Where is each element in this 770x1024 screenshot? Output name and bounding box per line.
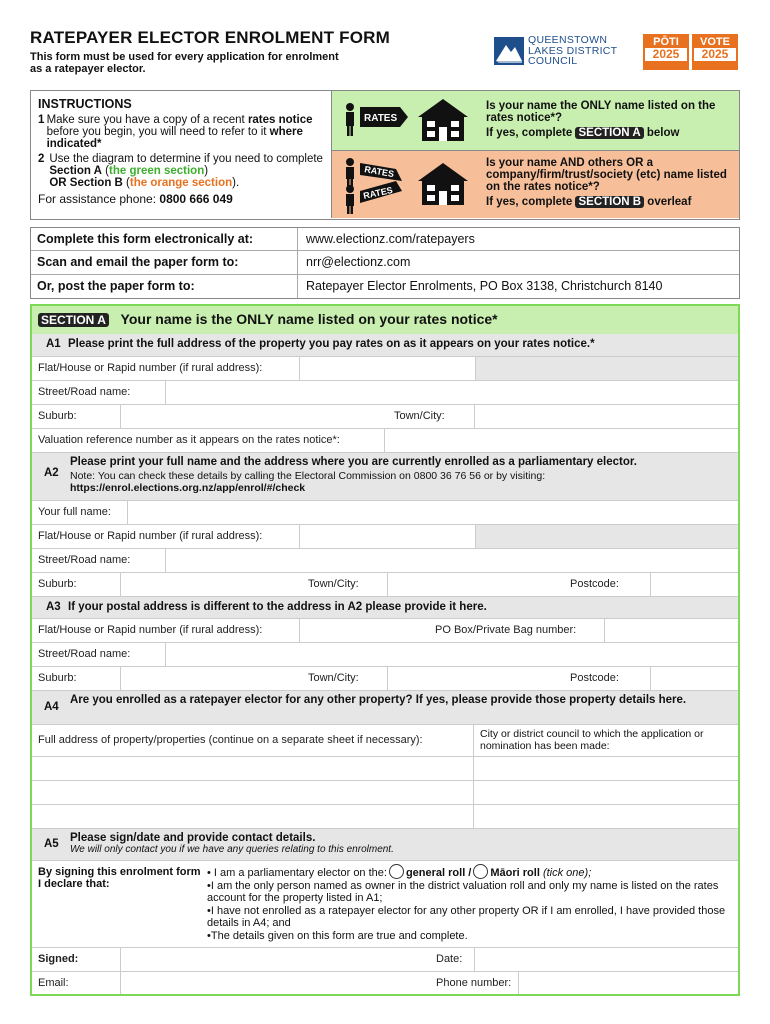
date-input[interactable]: [474, 948, 738, 971]
a5-sign-row: Signed: Date:: [32, 948, 738, 972]
a2-street-input[interactable]: [165, 549, 738, 572]
a1-flat-input[interactable]: [299, 357, 475, 380]
a1-valuation-input[interactable]: [384, 429, 738, 452]
a2-suburb-row: Suburb: Town/City: Postcode:: [32, 573, 738, 597]
a4-property-input[interactable]: [32, 757, 473, 780]
a2-postcode-input[interactable]: [650, 573, 738, 596]
a3-street-input[interactable]: [165, 643, 738, 666]
section-a-header: [32, 306, 738, 334]
a4-header: A4 Are you enrolled as a ratepayer elector for any other property? If yes, please provide those property details here.: [32, 691, 738, 725]
a5-contact-row: Email: Phone number:: [32, 972, 738, 994]
signature-input[interactable]: [120, 948, 430, 971]
a3-street-row: Street/Road name:: [32, 643, 738, 667]
a3-postcode-input[interactable]: [650, 667, 738, 690]
council-name-line1: QUEENSTOWN: [528, 34, 608, 46]
a3-flat-row: Flat/House or Rapid number (if rural address): PO Box/Private Bag number:: [32, 619, 738, 643]
a1-suburb-row: Suburb: Town/City:: [32, 405, 738, 429]
a2-name-input[interactable]: [127, 501, 738, 524]
panel-section-a-diagram: [331, 91, 739, 151]
vote-badge: [692, 34, 738, 70]
a1-valuation-row: Valuation reference number as it appears on the rates notice*:: [32, 429, 738, 453]
a4-entry-row: [32, 781, 738, 805]
contact-row: Complete this form electronically at: www.electionz.com/ratepayers: [31, 228, 739, 251]
contact-row: Scan and email the paper form to: nrr@electionz.com: [31, 251, 739, 274]
a5-declaration: By signing this enrolment form I declare that: • I am a parliamentary elector on the: general roll / Māori roll (tick one); • I am the only person named as owner in the district valuation roll and only my name is listed on the rates account for the property listed in A1; • I have not enrolled as a ratepayer elector for any other property OR if I am enrolled, I have provided those details in A4; and • The details given on this form are true and complete.: [32, 861, 738, 948]
a1-town-input[interactable]: [474, 405, 738, 428]
a3-suburb-input[interactable]: [120, 667, 302, 690]
panel-a-question: Is your name the ONLY name listed on the rates notice*?: [486, 100, 716, 124]
email-input[interactable]: [120, 972, 430, 994]
mountain-logo-icon: [494, 37, 524, 65]
a2-flat-row: Flat/House or Rapid number (if rural address):: [32, 525, 738, 549]
instructions-heading: INSTRUCTIONS: [38, 97, 132, 111]
a3-header: A3 If your postal address is different to the address in A2 please provide it here.: [32, 597, 738, 619]
panel-b-instruction: If yes, complete SECTION B overleaf: [486, 196, 692, 208]
a1-header: A1 Please print the full address of the property you pay rates on as it appears on your rates notice.*: [32, 334, 738, 357]
poti-badge-top: PŌTI: [645, 36, 687, 48]
form-subtitle: This form must be used for every application for enrolment as a ratepayer elector.: [30, 51, 339, 75]
section-a-pill: SECTION A: [38, 313, 109, 327]
submission-methods-table: [30, 227, 740, 299]
a3-town-input[interactable]: [387, 667, 562, 690]
instruction-step-2: 2 Use the diagram to determine if you need to complete Section A (the green section) OR Section B (the orange section).: [38, 153, 323, 189]
a4-council-input[interactable]: [473, 781, 738, 804]
a4-property-input[interactable]: [32, 781, 473, 804]
a4-council-input[interactable]: [473, 757, 738, 780]
people-rates-house-icon: [340, 155, 480, 215]
svg-text:RATES: RATES: [362, 184, 394, 201]
a4-entry-row: [32, 757, 738, 781]
panel-section-b-diagram: [331, 151, 739, 218]
contact-row: Or, post the paper form to: Ratepayer Elector Enrolments, PO Box 3138, Christchurch 8140: [31, 275, 739, 298]
council-name-line2: LAKES DISTRICT: [528, 44, 618, 57]
website-link[interactable]: www.electionz.com/ratepayers: [306, 232, 475, 246]
a2-town-input[interactable]: [387, 573, 562, 596]
person-rates-house-icon: [340, 95, 480, 147]
form-title: RATEPAYER ELECTOR ENROLMENT FORM: [30, 28, 390, 47]
instructions-box: [30, 90, 740, 220]
a5-header: A5 Please sign/date and provide contact details. We will only contact you if we have any queries relating to this enrolment.: [32, 829, 738, 861]
a4-entry-row: [32, 805, 738, 829]
poti-badge: [643, 34, 689, 70]
a3-pobox-input[interactable]: [604, 619, 738, 642]
section-a-title: Your name is the ONLY name listed on your rates notice*: [120, 311, 498, 327]
a1-street-input[interactable]: [165, 381, 738, 404]
svg-text:RATES: RATES: [364, 113, 398, 124]
a2-header: A2 Please print your full name and the address where you are currently enrolled as a parliamentary elector. Note: You can check these details by calling the Electoral Commission on 0800 36 76 56 or by visiting: https://enrol.elections.org.nz/app/enrol/#/check: [32, 453, 738, 501]
vote-badge-top: VOTE: [694, 36, 736, 48]
declaration-true: • The details given on this form are true and complete.: [207, 930, 732, 943]
declaration-list: [207, 861, 738, 947]
svg-text:RATES: RATES: [363, 164, 395, 180]
a3-suburb-row: Suburb: Town/City: Postcode:: [32, 667, 738, 691]
a4-council-input[interactable]: [473, 805, 738, 828]
general-roll-radio[interactable]: [389, 864, 404, 879]
instruction-step-1: 1 Make sure you have a copy of a recent rates notice before you begin, you will need to refer to it where indicated*: [38, 114, 313, 150]
maori-roll-radio[interactable]: [473, 864, 488, 879]
council-name-line3: COUNCIL: [528, 55, 578, 67]
vote-badge-year: 2025: [694, 48, 736, 61]
council-logo: [494, 35, 629, 69]
panel-a-instruction: If yes, complete SECTION A below: [486, 127, 680, 139]
a1-suburb-input[interactable]: [120, 405, 388, 428]
a1-street-row: Street/Road name:: [32, 381, 738, 405]
a3-flat-input[interactable]: [299, 619, 429, 642]
a2-name-row: Your full name:: [32, 501, 738, 525]
section-a: [30, 304, 740, 996]
a2-flat-input[interactable]: [299, 525, 475, 548]
declaration-roll: • I am a parliamentary elector on the: general roll / Māori roll (tick one);: [207, 864, 732, 880]
email-link[interactable]: nrr@electionz.com: [306, 255, 411, 270]
assistance-phone: For assistance phone: 0800 666 049: [38, 192, 233, 206]
a2-street-row: Street/Road name:: [32, 549, 738, 573]
a2-suburb-input[interactable]: [120, 573, 302, 596]
panel-b-question: Is your name AND others OR a company/firm/trust/society (etc) name listed on the rates notice*?: [486, 157, 727, 193]
postal-address: Ratepayer Elector Enrolments, PO Box 3138, Christchurch 8140: [306, 278, 663, 293]
phone-input[interactable]: [518, 972, 738, 994]
a1-flat-row: Flat/House or Rapid number (if rural address):: [32, 357, 738, 381]
a4-column-headers: Full address of property/properties (continue on a separate sheet if necessary): City or district council to which the application or nomination has been made:: [32, 725, 738, 757]
poti-badge-year: 2025: [645, 48, 687, 61]
a4-property-input[interactable]: [32, 805, 473, 828]
declaration-other-property: • I have not enrolled as a ratepayer elector for any other property OR if I am enrolled, I have provided those details in A4; and: [207, 905, 732, 930]
declaration-owner: • I am the only person named as owner in the district valuation roll and only my name is listed on the rates account for the property listed in A1;: [207, 880, 732, 905]
a2-enrol-link[interactable]: https://enrol.elections.org.nz/app/enrol/#/check: [70, 482, 306, 494]
